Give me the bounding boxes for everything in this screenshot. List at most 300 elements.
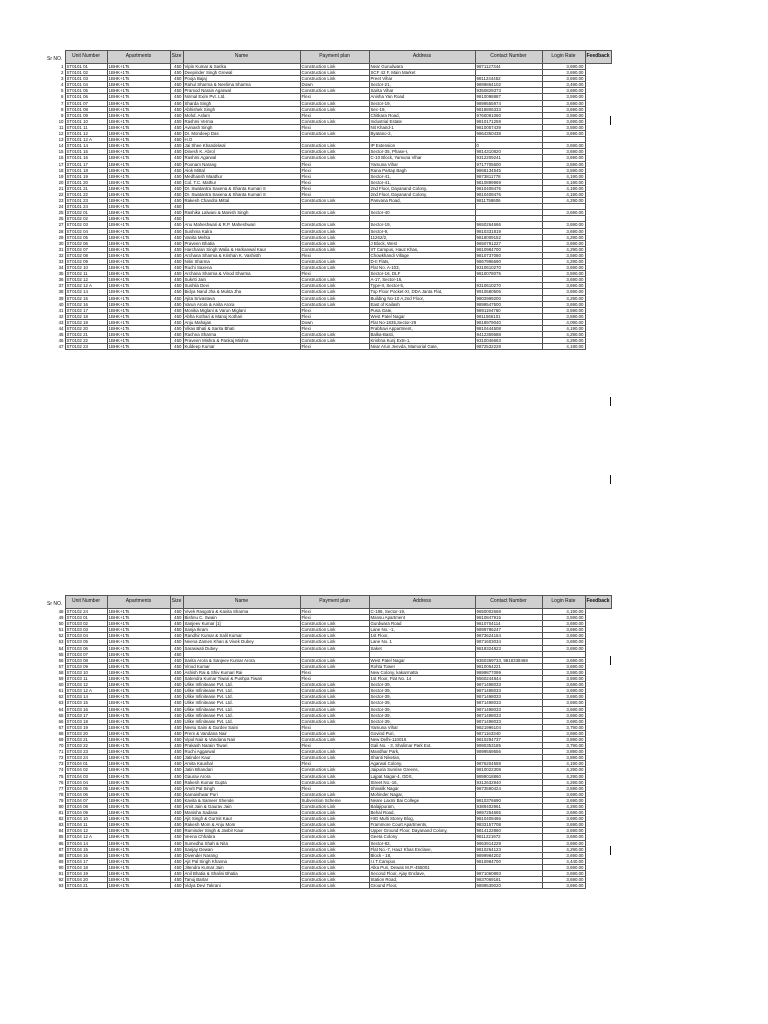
size-cell: 450 [170,871,183,877]
address-cell: Yamuna Vihar [369,161,475,167]
apartments-cell: 1BHK+1Ts [107,198,170,204]
header-size: Size [170,596,183,609]
header-login-rate: Login Rate [542,596,585,609]
login-rate-cell: 3,690.00 [542,730,585,736]
login-rate-cell: 3,690.00 [542,633,585,639]
size-cell: 450 [170,645,183,651]
unit-number-cell: ST0103 15 [65,700,107,706]
name-cell: Ruchi Saxena [183,265,300,271]
name-cell: Abha Kothari & Manoj Kothari [183,313,300,319]
payment-plan-cell: Flexi [300,344,369,350]
size-cell: 450 [170,743,183,749]
size-cell: 450 [170,277,183,283]
contact-number-cell: 9871498033 [475,694,542,700]
payment-plan-cell: Construction Link [300,718,369,724]
login-rate-cell: 3,690.00 [542,621,585,627]
name-cell: Divender Narang [183,852,300,858]
feedback-cell [585,883,611,889]
address-cell: Geeta Colony [369,834,475,840]
name-cell: Harcharan Singh Walia & Harkanwal Kaur [183,246,300,252]
sr-no-cell: 58 [58,669,64,675]
size-cell: 450 [170,100,183,106]
apartments-cell: 1BHK+1Ts [107,283,170,289]
sr-no-cell: 18 [58,167,64,173]
contact-number-cell: 9899547500 [475,301,542,307]
contact-number-cell: 9810264123 [475,846,542,852]
contact-number-cell: 9899786247 [475,627,542,633]
apartments-cell: 1BHK+1Ts [107,743,170,749]
size-cell: 450 [170,730,183,736]
size-cell: 450 [170,773,183,779]
payment-plan-cell: Construction Link [300,246,369,252]
size-cell: 450 [170,143,183,149]
address-cell: Lane No. 1 [369,639,475,645]
sr-no-cell: 19 [58,173,64,179]
payment-plan-cell: Construction Link [300,621,369,627]
unit-number-cell: ST0104 21 [65,883,107,889]
unit-number-cell: ST0101 18 [65,167,107,173]
sr-no-cell: 52 [58,633,64,639]
unit-number-cell: ST0104 07 [65,797,107,803]
login-rate-cell: 3,690.00 [542,76,585,82]
apartments-cell: 1BHK+1Ts [107,124,170,130]
name-cell: Rakesh Mom & Anju Mom [183,822,300,828]
login-rate-cell: 4,290.00 [542,332,585,338]
payment-plan-cell: Construction Link [300,234,369,240]
address-cell: 2nd Floor, Dayanand Colony, [369,191,475,197]
address-cell: Yamuna Vihar [369,724,475,730]
unit-number-cell: ST0104 12 [65,828,107,834]
sr-no-cell: 32 [58,252,64,258]
payment-plan-cell: Construction Link [300,295,369,301]
sr-no-cell: 65 [58,712,64,718]
apartments-cell: 1BHK+1Ts [107,724,170,730]
unit-table-1 [47,50,612,350]
contact-number-cell: 9899539020 [475,883,542,889]
address-cell: 1st Floor, Flat No. 14 [369,676,475,682]
apartments-cell: 1BHK+1Ts [107,834,170,840]
apartments-cell: 1BHK+1Ts [107,204,170,210]
sr-no-cell: 61 [58,688,64,694]
sr-no-cell: 93 [58,883,64,889]
sr-no-header: Sr NO. [47,56,63,62]
unit-number-cell: ST0104 15 [65,846,107,852]
name-cell: Ulike Infinitease Pvt. Ltd. [183,694,300,700]
address-cell: Sector-41, [369,179,475,185]
contact-number-cell: 9810098887 [475,94,542,100]
header-apartments: Apartments [107,51,170,64]
name-cell: Rashmi Verma [183,118,300,124]
apartments-cell: 1BHK+1Ts [107,94,170,100]
sr-no-cell: 76 [58,779,64,785]
sr-no-cell: 24 [58,204,64,210]
sr-no-cell: 9 [61,112,64,118]
sr-no-cell: 25 [58,210,64,216]
apartments-cell: 1BHK+1Ts [107,864,170,870]
payment-plan-cell: Construction Link [300,688,369,694]
unit-number-cell: ST0102 09 [65,259,107,265]
apartments-cell: 1BHK+1Ts [107,240,170,246]
size-cell: 450 [170,816,183,822]
login-rate-cell: 4,190.00 [542,344,585,350]
contact-number-cell: 9899984202 [475,852,542,858]
size-cell: 450 [170,313,183,319]
address-cell: C-185, Sector-19, [369,609,475,615]
payment-plan-cell: Construction Link [300,712,369,718]
login-rate-cell: 3,690.00 [542,277,585,283]
login-rate-cell: 3,890.00 [542,736,585,742]
sr-no-cell: 51 [58,627,64,633]
apartments-cell: 1BHK+1Ts [107,210,170,216]
apartments-cell: 1BHK+1Ts [107,271,170,277]
payment-plan-cell: Construction Link [300,64,369,70]
payment-plan-cell: Construction Link [300,265,369,271]
unit-number-cell: ST0101 16 [65,155,107,161]
address-cell: Preet Vihar [369,76,475,82]
size-cell: 450 [170,216,183,222]
login-rate-cell: 4,190.00 [542,326,585,332]
payment-plan-cell: Construction Link [300,633,369,639]
unit-number-cell: ST0102 12 A [65,283,107,289]
payment-plan-cell: Construction Link [300,864,369,870]
payment-plan-cell: Construction Link [300,883,369,889]
address-cell: Flat No-1835,Sector-29 [369,319,475,325]
sr-no-cell: 28 [58,228,64,234]
contact-number-cell: 9891194760 [475,307,542,313]
name-cell: Gaurav Arora [183,773,300,779]
name-cell: Sanjay Dewan [183,846,300,852]
apartments-cell: 1BHK+1Ts [107,627,170,633]
sr-no-cell: 41 [58,307,64,313]
payment-plan-cell: Construction Link [300,871,369,877]
payment-plan-cell: Construction Link [300,706,369,712]
size-cell: 450 [170,179,183,185]
address-cell: HIG Multi Storey Blog, [369,816,475,822]
unit-number-cell: ST0103 23 [65,749,107,755]
name-cell: Vipul Nair & Vandana Nair [183,736,300,742]
address-cell: 11262/2, [369,234,475,240]
size-cell: 450 [170,791,183,797]
sr-no-cell: 63 [58,700,64,706]
payment-plan-cell: Construction Link [300,700,369,706]
contact-number-cell: 9312209241 [475,155,542,161]
payment-plan-cell: Construction Link [300,198,369,204]
payment-plan-cell: Construction Link [300,755,369,761]
unit-number-cell: ST0103 11 [65,676,107,682]
size-cell: 450 [170,106,183,112]
header-apartments: Apartments [107,596,170,609]
payment-plan-cell: Construction Link [300,834,369,840]
size-cell: 450 [170,94,183,100]
address-cell: Govind Puri, [369,730,475,736]
size-cell: 450 [170,149,183,155]
name-cell: Saraswati Dubey [183,645,300,651]
size-cell: 450 [170,289,183,295]
unit-number-cell: ST0103 02 [65,621,107,627]
unit-number-cell: ST0101 08 [65,106,107,112]
payment-plan-cell: Construction Link [300,663,369,669]
sr-no-cell: 72 [58,755,64,761]
contact-number-cell: 9814310820 [475,149,542,155]
address-cell: A-17, Sector-16, [369,277,475,283]
login-rate-cell: 3,690.00 [542,852,585,858]
unit-number-cell: ST0101 05 [65,88,107,94]
payment-plan-cell: Construction Link [300,210,369,216]
contact-number-cell: 9560244844 [475,676,542,682]
name-cell: Varun Arora & Anita Arora [183,301,300,307]
sr-no-cell: 39 [58,295,64,301]
apartments-cell: 1BHK+1Ts [107,332,170,338]
contact-number-cell: 9310046663 [475,338,542,344]
login-rate-cell: 3,690.00 [542,64,585,70]
sr-no-cell: 44 [58,326,64,332]
unit-number-cell: ST0103 14 [65,694,107,700]
address-cell: Mohinder Nagar, [369,791,475,797]
unit-number-cell: ST0101 06 [65,94,107,100]
sr-no-cell: 70 [58,743,64,749]
contact-number-cell: 9871498033 [475,688,542,694]
login-rate-cell: 4,290.00 [542,246,585,252]
apartments-cell: 1BHK+1Ts [107,88,170,94]
payment-plan-cell: Flexi [300,252,369,258]
address-cell: Sector-39, [369,718,475,724]
contact-number-cell: 9810376690 [475,797,542,803]
address-cell: Chitkara Road, [369,112,475,118]
unit-number-cell: ST0104 02 [65,767,107,773]
margin-mark [610,846,611,855]
apartments-cell: 1BHK+1Ts [107,797,170,803]
contact-number-cell: 9810409466 [475,816,542,822]
payment-plan-cell: Flexi [300,609,369,615]
unit-number-cell: ST0104 08 [65,804,107,810]
address-cell: Sector-16, DLF [369,271,475,277]
contact-number-cell: 9871498033 [475,706,542,712]
address-cell: Mandhar Park, [369,749,475,755]
unit-number-cell: ST0102 02 [65,216,107,222]
table-header-row [47,51,611,64]
name-cell: Col. T.C. Mathur [183,179,300,185]
unit-number-cell: ST0102 16 [65,301,107,307]
size-cell: 450 [170,615,183,621]
sr-no-cell: 7 [61,100,64,106]
login-rate-cell: 3,590.00 [542,124,585,130]
name-cell: Sumedha Shah & Nita [183,840,300,846]
address-cell: IIT Campus, Hauz Khas, [369,246,475,252]
unit-number-cell: ST0104 03 [65,773,107,779]
size-cell: 450 [170,858,183,864]
unit-number-cell: ST0102 23 [65,344,107,350]
address-cell: Station Road, [369,877,475,883]
payment-plan-cell: Construction Link [300,657,369,663]
apartments-cell: 1BHK+1Ts [107,222,170,228]
login-rate-cell: 3,690.00 [542,106,585,112]
address-cell: Lane No. -1, [369,627,475,633]
unit-number-cell: ST0101 17 [65,161,107,167]
login-rate-cell: 3,690.00 [542,143,585,149]
size-cell: 450 [170,82,183,88]
apartments-cell: 1BHK+1Ts [107,718,170,724]
size-cell: 450 [170,694,183,700]
unit-number-cell: ST0102 22 [65,338,107,344]
sr-no-cell: 78 [58,791,64,797]
size-cell: 450 [170,755,183,761]
login-rate-cell: 3,590.00 [542,615,585,621]
login-rate-cell: 3,690.00 [542,840,585,846]
address-cell: Rohta Tower [369,663,475,669]
login-rate-cell: 3,690.00 [542,657,585,663]
size-cell: 450 [170,834,183,840]
unit-number-cell: ST0101 19 [65,173,107,179]
login-rate-cell: 3,690.00 [542,828,585,834]
name-cell: Amrit Pal Singh [183,785,300,791]
address-cell: C-10 Block, Yamuna Vihar [369,155,475,161]
payment-plan-cell: Construction Link [300,767,369,773]
contact-number-cell: 9760091060 [475,112,542,118]
address-cell: Sector-39, [369,682,475,688]
size-cell: 450 [170,112,183,118]
size-cell: 450 [170,326,183,332]
apartments-cell: 1BHK+1Ts [107,344,170,350]
name-cell: Dr. Swatantra Saxena & Shanta Kumari S [183,185,300,191]
contact-number-cell: 9818979040 [475,319,542,325]
size-cell: 450 [170,852,183,858]
name-cell: Deepinder Singh Grewal [183,70,300,76]
payment-plan-cell: Construction Link [300,846,369,852]
sr-no-cell: 79 [58,797,64,803]
login-rate-cell: 3,690.00 [542,682,585,688]
contact-number-cell: 9864350438 [475,131,542,137]
sr-no-cell: 5 [61,88,64,94]
login-rate-cell: 3,690.00 [542,240,585,246]
sr-no-cell: 29 [58,234,64,240]
header-login-rate: Login Rate [542,51,585,64]
apartments-cell: 1BHK+1Ts [107,651,170,657]
contact-number-cell: 9650264666 [475,222,542,228]
apartments-cell: 1BHK+1Ts [107,822,170,828]
sr-no-cell: 86 [58,840,64,846]
apartments-cell: 1BHK+1Ts [107,259,170,265]
payment-plan-cell: Construction Link [300,88,369,94]
payment-plan-cell: Flexi [300,112,369,118]
size-cell: 450 [170,663,183,669]
login-rate-cell: 4,290.00 [542,259,585,265]
login-rate-cell: 3,690.00 [542,131,585,137]
unit-number-cell: ST0104 01 [65,761,107,767]
name-cell: Vipin Kumar & Sarika [183,64,300,70]
apartments-cell: 1BHK+1Ts [107,100,170,106]
payment-plan-cell: Flexi [300,313,369,319]
sr-no-cell: 36 [58,277,64,283]
login-rate-cell: 3,590.00 [542,676,585,682]
address-cell: Sector-39, [369,706,475,712]
name-cell: Monika Miglani & Varun Miglani [183,307,300,313]
name-cell: Pooja Bajaj [183,76,300,82]
payment-plan-cell: Construction Link [300,627,369,633]
payment-plan-cell: Construction Link [300,804,369,810]
payment-plan-cell: Flexi [300,743,369,749]
contact-number-cell: 9810984700 [475,246,542,252]
payment-plan-cell: Construction Link [300,877,369,883]
unit-number-cell: ST0104 14 [65,840,107,846]
name-cell: H.O [183,137,300,143]
size-cell: 450 [170,706,183,712]
sr-no-cell: 38 [58,289,64,295]
apartments-cell: 1BHK+1Ts [107,228,170,234]
name-cell: Bishnu C. Swain [183,615,300,621]
name-cell: Ajit Singh & Gurmit Kaur [183,816,300,822]
unit-number-cell: ST0103 06 [65,645,107,651]
size-cell: 450 [170,621,183,627]
address-cell: SCF 42 F, Main Market [369,70,475,76]
login-rate-cell: 3,590.00 [542,785,585,791]
login-rate-cell: 3,690.00 [542,822,585,828]
name-cell: Ulike Infinitease Pvt. Ltd. [183,688,300,694]
login-rate-cell: 3,590.00 [542,313,585,319]
payment-plan-cell: Flexi [300,167,369,173]
unit-number-cell: ST0101 04 [65,82,107,88]
name-cell: Raminder Singh & Jasbir Kaur [183,828,300,834]
size-cell: 450 [170,804,183,810]
unit-number-cell: ST0103 10 [65,669,107,675]
sr-no-cell: 75 [58,773,64,779]
name-cell: Sharda Singh [183,100,300,106]
address-cell: Sector-40 [369,210,475,216]
payment-plan-cell: Construction Link [300,730,369,736]
apartments-cell: 1BHK+1Ts [107,301,170,307]
sr-no-cell: 80 [58,804,64,809]
address-cell: Sector-39, [369,694,475,700]
unit-number-cell: ST0104 06 [65,791,107,797]
name-cell: Vinod Kumar [183,663,300,669]
payment-plan-cell: Construction Link [300,858,369,864]
size-cell: 450 [170,210,183,216]
name-cell: Manisha Sadana [183,810,300,816]
name-cell: Amita Kaushal [183,761,300,767]
sr-no-header: Sr NO. [47,601,63,607]
contact-number-cell: 9818324823 [475,645,542,651]
size-cell: 450 [170,283,183,289]
name-cell: Vikas Bhati & Sarita Bhati [183,326,300,332]
sr-no-cell: 11 [58,124,64,130]
size-cell: 450 [170,657,183,663]
apartments-cell: 1BHK+1Ts [107,161,170,167]
header-size: Size [170,51,183,64]
name-cell: Anju Mahajan [183,319,300,325]
size-cell: 450 [170,265,183,271]
unit-number-cell: ST0101 12 A [65,137,107,143]
sr-no-cell: 43 [58,319,64,325]
login-rate-cell: 3,690.00 [542,639,585,645]
size-cell: 450 [170,840,183,846]
name-cell: Jai Shee Khandelwal [183,143,300,149]
name-cell: Avinash Singh [183,124,300,130]
unit-table-2 [47,595,612,889]
sr-no-cell: 85 [58,834,64,840]
name-cell: Ulike Infinitease Pvt. Ltd. [183,712,300,718]
apartments-cell: 1BHK+1Ts [107,112,170,118]
address-cell: New Delhi-110016 [369,736,475,742]
apartments-cell: 1BHK+1Ts [107,688,170,694]
payment-plan-cell: Flexi [300,185,369,191]
login-rate-cell: 3,590.00 [542,669,585,675]
address-cell: Second Floor, Ajay Enclave, [369,871,475,877]
unit-number-cell: ST0101 07 [65,100,107,106]
login-rate-cell: 3,590.00 [542,112,585,118]
apartments-cell: 1BHK+1Ts [107,295,170,301]
name-cell: Sanja Ikram [183,627,300,633]
apartments-cell: 1BHK+1Ts [107,712,170,718]
address-cell: 2nd Floor, Dayanand Colony, [369,185,475,191]
